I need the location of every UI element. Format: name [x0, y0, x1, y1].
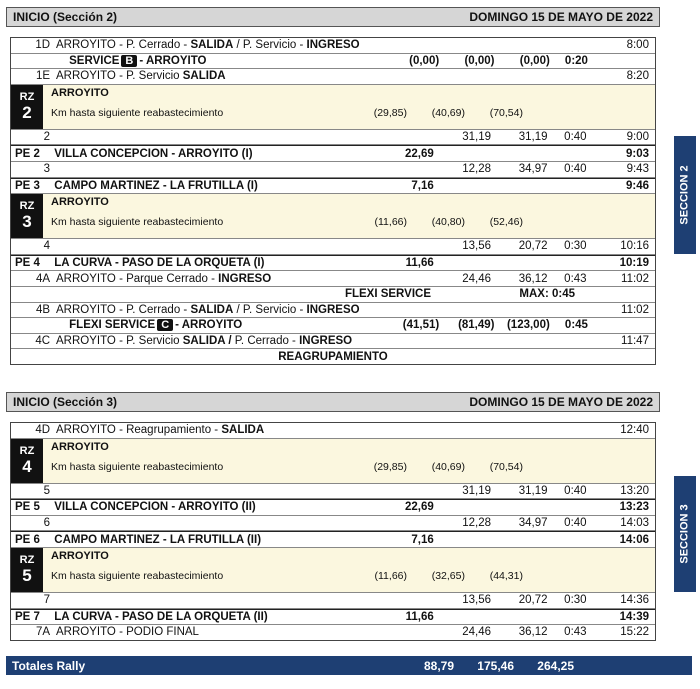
stage-row — [11, 178, 655, 195]
total-km: 36,12 — [518, 626, 548, 639]
section-2-date: DOMINGO 15 DE MAYO DE 2022 — [469, 10, 653, 24]
target-time: 0:40 — [564, 131, 587, 144]
liaison-km: (0,00) — [464, 54, 495, 67]
description-part: ARROYITO - PODIO FINAL — [56, 626, 199, 639]
itinerary-row — [11, 334, 655, 350]
stage-km: (0,00) — [409, 54, 440, 67]
itinerary-row — [11, 593, 655, 609]
section-3-header — [6, 392, 660, 412]
row-code: 1E — [35, 70, 51, 83]
row-description — [55, 319, 372, 331]
regroup-row — [11, 349, 655, 364]
itinerary-row — [11, 130, 655, 146]
service-name: FLEXI SERVICE — [69, 319, 156, 332]
service-location: - ARROYITO — [139, 54, 207, 67]
refuel-zone-body — [43, 548, 655, 592]
refuel-zone-place: ARROYITO — [51, 86, 109, 99]
refuel-zone-badge — [11, 439, 43, 483]
row-code: 4C — [35, 335, 51, 348]
total-km: 34,97 — [518, 517, 548, 530]
time-of-day: 14:03 — [620, 517, 649, 530]
description-part: SALIDA — [221, 424, 265, 437]
total-km: (0,00) — [519, 54, 550, 67]
row-description: VILLA CONCEPCION - ARROYITO (I) — [54, 147, 253, 160]
itinerary-row — [11, 516, 655, 532]
service-row — [11, 54, 655, 70]
refuel-zone-distances — [51, 216, 655, 228]
description-part: ARROYITO - P. Cerrado - — [56, 39, 191, 52]
total-km: 31,19 — [518, 131, 548, 144]
refuel-zone-body — [43, 194, 655, 238]
row-description — [56, 273, 366, 285]
refuel-zone-km-2: (40,69) — [431, 106, 465, 119]
refuel-zone-km-2: (32,65) — [431, 569, 465, 582]
description-part: SALIDA — [190, 39, 234, 52]
description-part: ARROYITO - Parque Cerrado - — [56, 272, 219, 285]
description-part: ARROYITO - Reagrupamiento - — [56, 424, 222, 437]
refuel-zone-desc: Km hasta siguiente reabastecimiento — [51, 460, 224, 473]
refuel-zone-badge — [11, 194, 43, 238]
refuel-zone-km-2: (40,80) — [431, 216, 465, 229]
stage-km: 11,66 — [405, 257, 434, 270]
refuel-zone-row — [11, 194, 655, 239]
row-description — [56, 39, 366, 51]
section-3-table — [10, 422, 656, 641]
refuel-zone-badge — [11, 548, 43, 592]
refuel-zone-place: ARROYITO — [51, 196, 109, 209]
row-code: 4 — [43, 240, 51, 253]
itinerary-row — [11, 239, 655, 255]
row-code: PE 7 — [15, 610, 40, 623]
description-part: INGRESO — [306, 39, 360, 52]
row-code: 5 — [43, 484, 51, 497]
liaison-km: 12,28 — [462, 163, 491, 176]
time-of-day: 10:16 — [620, 240, 649, 253]
row-code: 7A — [35, 626, 51, 639]
refuel-zone-km-2: (40,69) — [431, 460, 465, 473]
row-code: 3 — [43, 163, 51, 176]
total-km: 31,19 — [518, 484, 548, 497]
totals-value-1: 88,79 — [423, 658, 454, 673]
stage-row — [11, 499, 655, 516]
itinerary-row — [11, 38, 655, 54]
section-2-table — [10, 37, 656, 365]
section-2-header — [6, 7, 660, 27]
liaison-km: (81,49) — [458, 319, 495, 332]
itinerary-row — [11, 69, 655, 85]
service-row — [11, 318, 655, 334]
time-of-day: 15:22 — [620, 626, 649, 639]
section-3-title: INICIO (Sección 3) — [13, 395, 118, 409]
row-code: PE 3 — [15, 179, 40, 192]
refuel-zone-label: RZ — [19, 200, 35, 213]
flexi-service-row — [11, 287, 655, 303]
row-code: PE 5 — [15, 501, 40, 514]
refuel-zone-badge — [11, 85, 43, 129]
section-3 — [6, 392, 660, 641]
itinerary-row — [11, 271, 655, 287]
refuel-zone-label: RZ — [19, 90, 35, 103]
row-description: CAMPO MARTINEZ - LA FRUTILLA (II) — [54, 533, 262, 546]
refuel-zone-km-3: (70,54) — [489, 460, 523, 473]
time-of-day: 11:02 — [621, 272, 649, 285]
row-description: LA CURVA - PASO DE LA ORQUETA (II) — [54, 610, 268, 623]
liaison-km: 24,46 — [462, 272, 491, 285]
refuel-zone-row — [11, 548, 655, 593]
target-time: 0:40 — [564, 484, 587, 497]
row-description — [56, 304, 366, 316]
service-location: - ARROYITO — [175, 319, 243, 332]
time-of-day: 12:40 — [620, 424, 649, 437]
refuel-zone-desc: Km hasta siguiente reabastecimiento — [51, 569, 224, 582]
target-time: 0:43 — [564, 626, 587, 639]
target-time: 0:30 — [564, 594, 587, 607]
refuel-zone-distances — [51, 461, 655, 473]
stage-km: 22,69 — [405, 147, 434, 160]
row-description: VILLA CONCEPCION - ARROYITO (II) — [54, 501, 256, 514]
stage-km: (41,51) — [402, 319, 440, 332]
description-part: SALIDA — [182, 70, 226, 83]
liaison-km: 13,56 — [462, 240, 491, 253]
description-part: ARROYITO - P. Servicio — [56, 335, 183, 348]
regroup-label: REAGRUPAMIENTO — [278, 350, 388, 363]
total-km: 20,72 — [518, 240, 548, 253]
row-code: 4B — [35, 303, 51, 316]
refuel-zone-body — [43, 439, 655, 483]
row-description — [56, 335, 366, 347]
liaison-km: 13,56 — [462, 594, 491, 607]
description-part: INGRESO — [299, 335, 353, 348]
time-of-day: 8:00 — [626, 39, 649, 52]
description-part: / P. Servicio - — [233, 303, 307, 316]
description-part: P. Cerrado - — [234, 335, 300, 348]
refuel-zone-label: RZ — [19, 444, 35, 457]
stage-km: 22,69 — [405, 501, 434, 514]
itinerary-row — [11, 484, 655, 500]
refuel-zone-label: RZ — [19, 553, 35, 566]
section-2-tab: SECCION 2 — [674, 136, 696, 254]
refuel-zone-number: 5 — [22, 565, 32, 585]
refuel-zone-km-3: (70,54) — [489, 106, 523, 119]
row-code: 1D — [35, 39, 51, 52]
liaison-km: 31,19 — [462, 484, 491, 497]
refuel-zone-km-1: (29,85) — [373, 106, 407, 119]
time-of-day: 14:36 — [620, 594, 649, 607]
flexi-service-label: FLEXI SERVICE — [344, 288, 431, 301]
description-part: / P. Servicio - — [233, 39, 307, 52]
liaison-km: 24,46 — [462, 626, 491, 639]
target-time: 0:40 — [564, 517, 587, 530]
time-of-day: 10:19 — [619, 257, 649, 270]
total-km: (123,00) — [506, 319, 550, 332]
target-time: 0:45 — [564, 319, 588, 332]
liaison-km: 12,28 — [462, 517, 491, 530]
time-of-day: 13:20 — [620, 484, 649, 497]
row-code: 2 — [43, 131, 51, 144]
refuel-zone-number: 4 — [22, 456, 32, 476]
row-code: PE 6 — [15, 533, 40, 546]
refuel-zone-place: ARROYITO — [51, 549, 109, 562]
row-description — [56, 424, 366, 436]
row-code: 4D — [35, 424, 51, 437]
totals-bar — [6, 656, 692, 675]
time-of-day: 11:47 — [621, 335, 649, 348]
time-of-day: 9:46 — [625, 179, 649, 192]
flexi-service-max: MAX: 0:45 — [519, 288, 575, 301]
refuel-zone-row — [11, 439, 655, 484]
refuel-zone-km-3: (52,46) — [489, 216, 523, 229]
stage-row — [11, 609, 655, 626]
target-time: 0:43 — [564, 272, 587, 285]
service-logo: C — [157, 319, 173, 331]
description-part: INGRESO — [218, 272, 272, 285]
stage-row — [11, 145, 655, 162]
row-code: 7 — [43, 594, 51, 607]
liaison-km: 31,19 — [462, 131, 491, 144]
stage-row — [11, 531, 655, 548]
total-km: 20,72 — [518, 594, 548, 607]
row-description: LA CURVA - PASO DE LA ORQUETA (I) — [54, 257, 265, 270]
refuel-zone-km-3: (44,31) — [489, 569, 523, 582]
refuel-zone-distances — [51, 107, 655, 119]
row-code: PE 2 — [15, 147, 40, 160]
row-code: PE 4 — [15, 257, 40, 270]
section-3-tab: SECCION 3 — [674, 476, 696, 592]
service-logo: B — [121, 55, 137, 67]
row-description — [56, 626, 366, 638]
section-3-date: DOMINGO 15 DE MAYO DE 2022 — [469, 395, 653, 409]
time-of-day: 9:43 — [626, 163, 649, 176]
row-description: CAMPO MARTINEZ - LA FRUTILLA (I) — [54, 179, 258, 192]
time-of-day: 13:23 — [619, 501, 649, 514]
time-of-day: 9:03 — [625, 147, 649, 160]
refuel-zone-km-1: (11,66) — [374, 216, 407, 229]
description-part: SALIDA — [190, 303, 234, 316]
refuel-zone-desc: Km hasta siguiente reabastecimiento — [51, 106, 224, 119]
time-of-day: 9:00 — [626, 131, 649, 144]
stage-km: 11,66 — [405, 610, 434, 623]
refuel-zone-km-1: (29,85) — [373, 460, 407, 473]
totals-value-3: 264,25 — [537, 658, 574, 673]
refuel-zone-place: ARROYITO — [51, 440, 109, 453]
section-2-title: INICIO (Sección 2) — [13, 10, 118, 24]
time-of-day: 14:39 — [619, 610, 649, 623]
description-part: SALIDA / — [182, 335, 235, 348]
refuel-zone-desc: Km hasta siguiente reabastecimiento — [51, 216, 224, 229]
totals-value-2: 175,46 — [477, 658, 514, 673]
totals-label: Totales Rally — [12, 658, 86, 673]
time-of-day: 14:06 — [619, 533, 649, 546]
stage-row — [11, 255, 655, 272]
refuel-zone-distances — [51, 570, 655, 582]
description-part: ARROYITO - P. Servicio — [56, 70, 183, 83]
row-description — [56, 70, 366, 82]
target-time: 0:20 — [564, 54, 588, 67]
itinerary-row — [11, 162, 655, 178]
refuel-zone-number: 3 — [22, 212, 32, 232]
time-of-day: 8:20 — [626, 70, 649, 83]
time-of-day: 11:02 — [621, 303, 649, 316]
refuel-zone-body — [43, 85, 655, 129]
row-code: 6 — [43, 517, 51, 530]
target-time: 0:30 — [564, 240, 587, 253]
stage-km: 7,16 — [411, 533, 434, 546]
description-part: ARROYITO - P. Cerrado - — [56, 303, 191, 316]
total-km: 36,12 — [518, 272, 548, 285]
stage-km: 7,16 — [411, 179, 434, 192]
section-2 — [6, 7, 660, 365]
refuel-zone-km-1: (11,66) — [374, 569, 407, 582]
itinerary-row — [11, 423, 655, 439]
description-part: INGRESO — [306, 303, 360, 316]
itinerary-row — [11, 625, 655, 640]
refuel-zone-row — [11, 85, 655, 130]
total-km: 34,97 — [518, 163, 548, 176]
target-time: 0:40 — [564, 163, 587, 176]
itinerary-row — [11, 303, 655, 319]
row-code: 4A — [35, 272, 51, 285]
service-name: SERVICE — [69, 54, 120, 67]
refuel-zone-number: 2 — [22, 102, 32, 122]
row-description — [55, 55, 372, 67]
